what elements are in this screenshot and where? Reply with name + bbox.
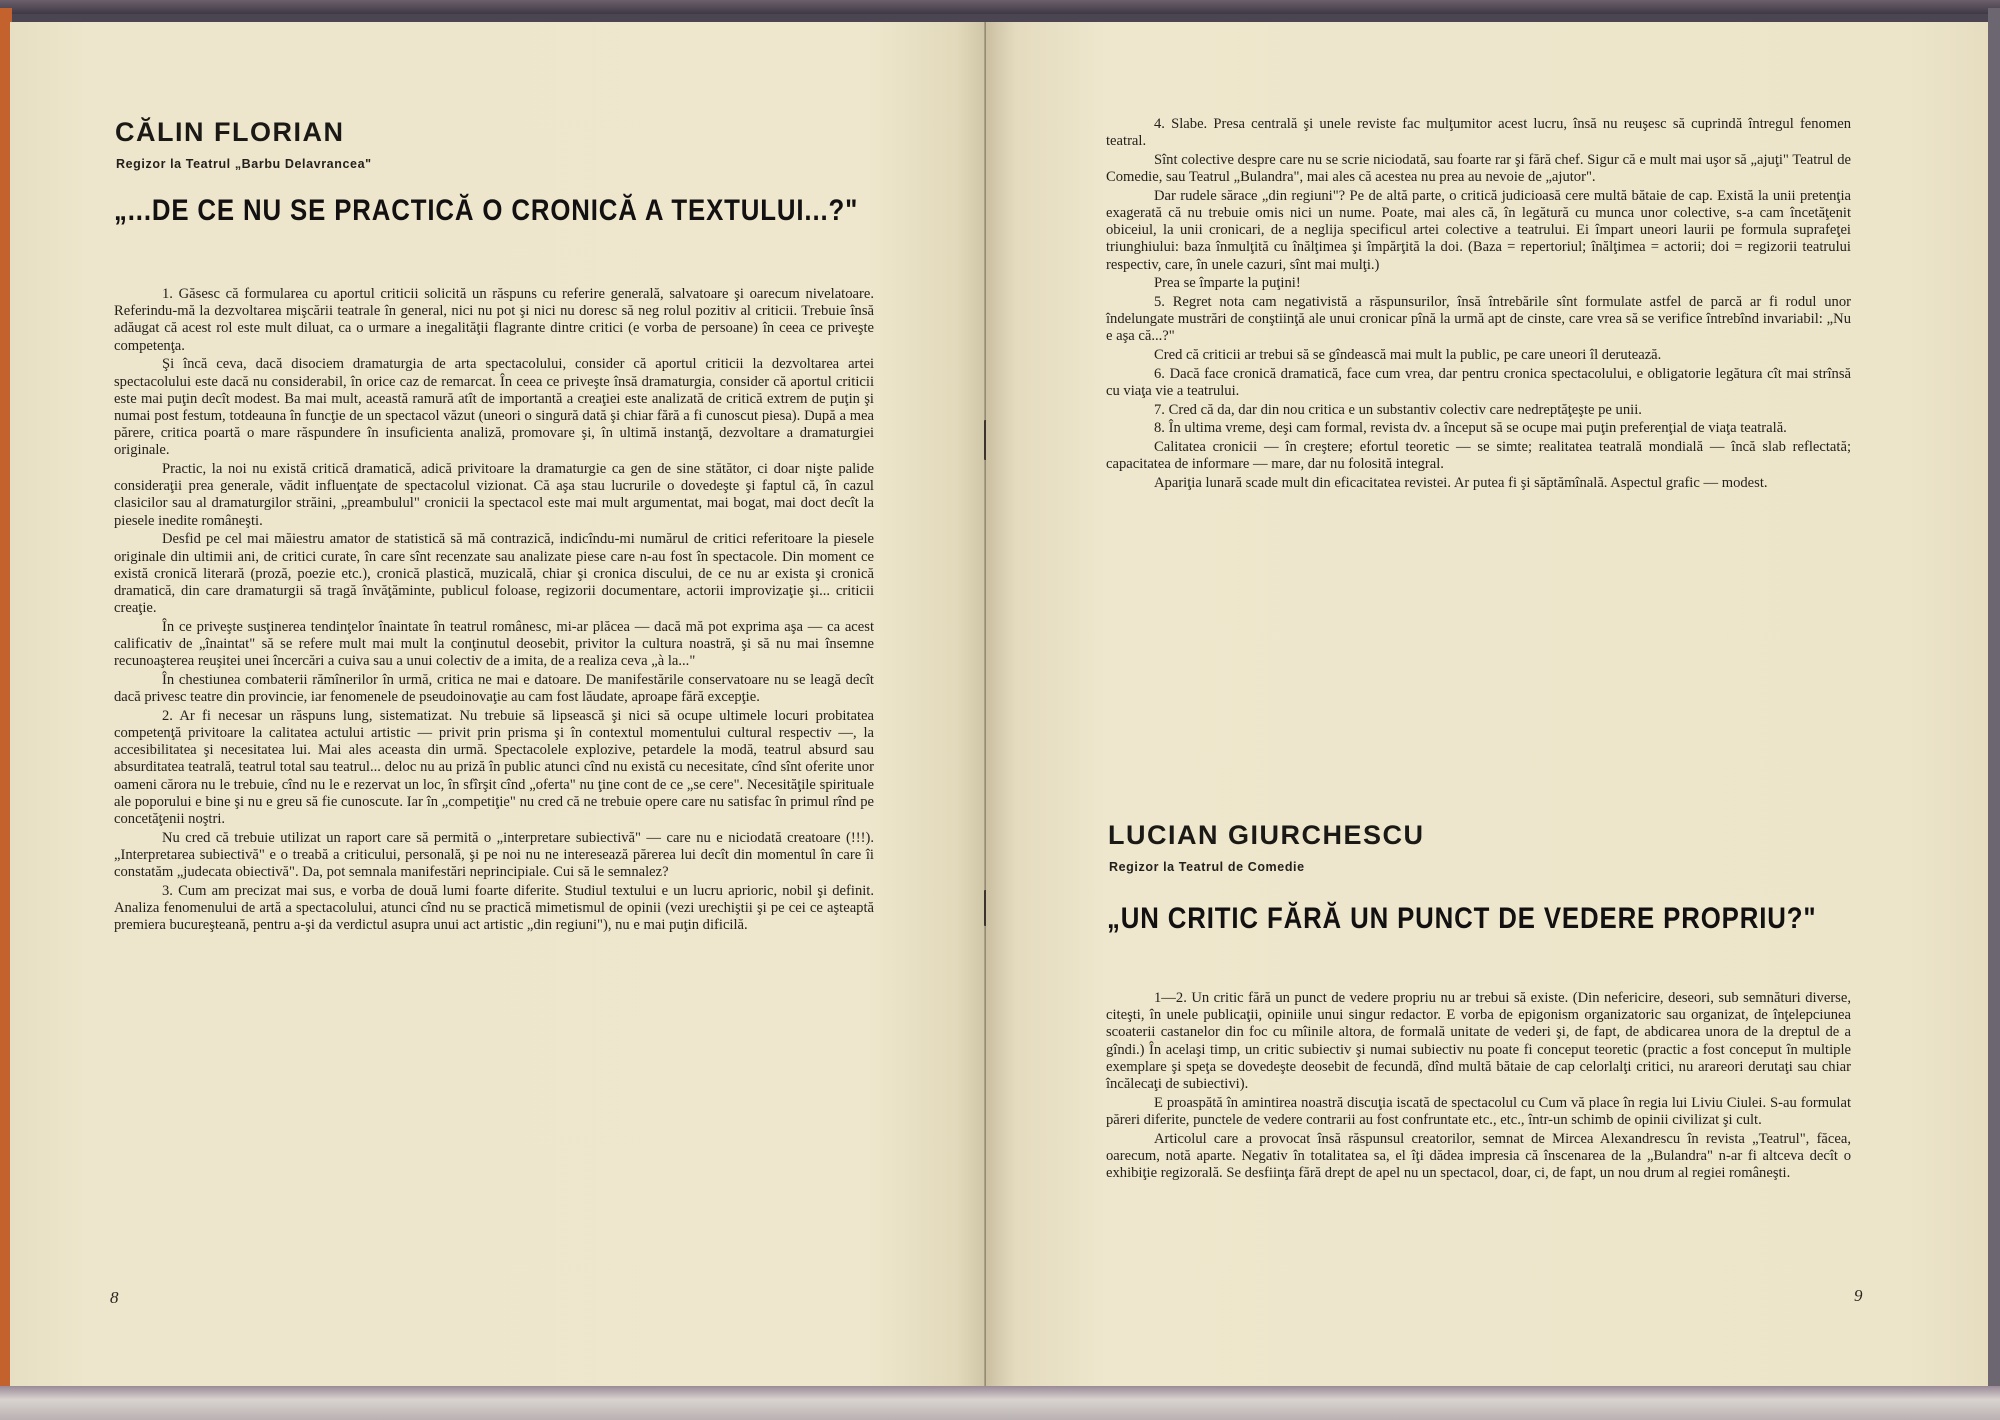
paragraph: 8. În ultima vreme, deşi cam formal, revista dv. a început să se ocupe mai puţin preferenţial de viaţa teatrală. — [1154, 420, 1787, 437]
paragraph: Calitatea cronicii — în creştere; efortul teoretic — se simte; realitatea teatrală mondială — încă slab reflectată; capacitatea de informare — mare, dar nu folosită integral. — [1106, 439, 1851, 473]
paragraph: 1. Găsesc că formularea cu aportul criticii solicită un răspuns cu referire generală, salvatoare şi oarecum nivelatoare. Referindu-mă la dezvoltarea mişcării teatrale în general, nici nu pot şi nici nu doresc să neg rolul pozitiv al criticii. Trebuie însă adăugat că acest rol este mult diluat, ca o urmare a inegalităţii flagrante dintre critici (e vorba de persoane) în ceea ce priveşte competenţa. — [114, 286, 874, 354]
paragraph: Sînt colective despre care nu se scrie niciodată, sau foarte rar şi fără chef. Sigur că e mult mai uşor să „ajuţi" Teatrul de Comedie, sau Teatrul „Bulandra", mai ales că acestea nu prea au nevoie de „ajutor". — [1106, 151, 1851, 186]
paragraph: Practic, la noi nu există critică dramatică, adică privitoare la dramaturgie ca gen de sine stătător, ci doar nişte palide consideraţii prea generale, vădit influenţate de spectacolul vizionat. Că aşa stau lucrurile o dovedeşte şi faptul că, în cazul clasicilor sau al dramaturgilor străini, „preambulul" cronicii la spectacol este mai mult argumentat, mai bogat, mai doct decît la piesele inedite româneşti. — [114, 461, 874, 529]
paragraph: 4. Slabe. Presa centrală şi unele reviste fac mulţumitor acest lucru, însă nu reuşesc să cuprindă întregul fenomen teatral. — [1106, 116, 1851, 150]
article-body — [114, 286, 874, 936]
paragraph: Şi încă ceva, dacă disociem dramaturgia de arta spectacolului, consider că aportul criticii la dezvoltarea artei spectacolului este dacă nu considerabil, în orice caz de remarcat. În ceea ce priveşte însă dramaturgia, consider că aportul criticii este mai puţin decît modest. Ba mai mult, această ramură atît de importantă a creaţiei este analizată de critică extrem de puţin şi numai post festum, totdeauna în funcţie de un spectacol văzut (uneori o singură dată şi chiar fără a fi cunoscut piesa). După a mea părere, critica poartă o mare răspundere în insuficienta analiză, promovare şi, în ultimă instanţă, dezvoltare a dramaturgiei originale. — [114, 356, 874, 459]
paragraph: 3. Cum am precizat mai sus, e vorba de două lumi foarte diferite. Studiul textului e un lucru aprioric, nobil şi definit. Analiza fenomenului de artă a spectacolului, atunci cînd nu se practică mimetismul de opinii (vezi urechiştii şi pe cei ce aşteaptă premiera bucureşteană, pentru a-şi da verdictul asupra unui act artistic „din regiuni"), nu e mai puţin dificilă. — [114, 882, 874, 934]
paragraph: Desfid pe cel mai măiestru amator de statistică să mă contrazică, indicîndu-mi numărul de critici referitoare la piesele originale din ultimii ani, de critici curate, în care sînt recenzate sau analizate piese care n-au fost în spectacole. Din moment ce există cronică literară (proză, poezie etc.), cronică plastică, muzicală, chiar şi cronica discului, de ce nu ar exista şi cronică dramatică, din care dramaturgii să tragă învăţăminte, publicul foloase, regizorii documentare, actorii improvizaţie şi... criticii creaţie. — [114, 531, 874, 617]
second-article-body — [1106, 990, 1851, 1184]
paragraph: 7. Cred că da, dar din nou critica e un substantiv colectiv care nedreptăţeşte pe unii. — [1154, 401, 1642, 418]
second-article-headline: „UN CRITIC FĂRĂ UN PUNCT DE VEDERE PROPRIU?" — [1107, 902, 1817, 935]
paragraph: Apariţia lunară scade mult din eficacitatea revistei. Ar putea fi şi săptămînală. Aspectul grafic — modest. — [1154, 475, 1768, 492]
right-page — [986, 22, 1988, 1388]
paragraph: În ce priveşte susţinerea tendinţelor înaintate în teatrul românesc, mi-ar plăcea — dacă mă pot exprima aşa — ca acest calificativ de „înaintat" să se refere mult mai mult la conţinutul deosebit, privitor la cultura noastră, şi să nu mai însemne recunoaşterea reuşitei unei încercări a cuiva sau a unui colectiv de a imita, de a realiza ceva „à la..." — [114, 618, 874, 670]
paragraph: Dar rudele sărace „din regiuni"? Pe de altă parte, o critică judicioasă cere multă bătaie de cap. Există la unii pretenţia exagerată că nu trebuie omis nici un nume. Poate, mai ales că, în legătură cu munca unor colective, s-a cam încetăţenit obiceiul, la unii cronicari, de a neglija specificul artei colective a teatrului. Ei împart uneori laurii pe formula suprafeţei triunghiului: baza înmulţită cu înălţimea şi împărţită la doi. (Baza = repertoriul; înălţimea = actorii; doi = regizorii teatrului respectiv, care, în unele cazuri, sînt mai mulţi.) — [1106, 187, 1851, 273]
paragraph: Articolul care a provocat însă răspunsul creatorilor, semnat de Mircea Alexandrescu în revista „Teatrul", făcea, oarecum, notă aparte. Negativ în totalitatea sa, el îţi dădea impresia că înscenarea de la „Bulandra" n-ar fi altceva decît o exhibiţie regizorală. Se desfiinţa fără drept de apel nu un spectacol, doar, ci, de fapt, un nou drum al regiei româneşti. — [1106, 1130, 1851, 1182]
paragraph: 6. Dacă face cronică dramatică, face cum vrea, dar pentru cronica spectacolului, e obligatorie legătura cît mai strînsă cu viaţa vie a teatrului. — [1106, 365, 1851, 400]
paragraph: Cred că criticii ar trebui să se gîndească mai mult la public, pe care uneori îl derutează. — [1154, 347, 1662, 364]
page-number: 9 — [1854, 1286, 1863, 1305]
paragraph: 5. Regret nota cam negativistă a răspunsurilor, însă întrebările sînt formulate astfel de parcă ar fi rodul unor îndelungate mustrări de conştiinţă ale unui cronicar pînă la urmă apt de cinste, care vrea să se verifice întrebînd invariabil: „Nu e aşa că...?" — [1106, 294, 1851, 345]
author-name: CĂLIN FLORIAN — [115, 117, 345, 147]
article-headline: „...DE CE NU SE PRACTICĂ O CRONICĂ A TEXTULUI...?" — [114, 194, 859, 227]
paragraph: E proaspătă în amintirea noastră discuţia iscată de spectacolul cu Cum vă place în regia lui Liviu Ciulei. S-au formulat păreri diferite, punctele de vedere contrarii au fost confruntate etc., etc., într-un schimb de opinii civilizat şi cult. — [1106, 1094, 1851, 1128]
paragraph: 2. Ar fi necesar un răspuns lung, sistematizat. Nu trebuie să lipsească şi nici să ocupe ultimele locuri probitatea competenţă privitoare la calitatea actului artistic — privit prin prisma şi în contextul momentului cultural respectiv —, la accesibilitatea şi necesitatea lui. Mai ales aceasta din urmă. Spectacolele explozive, petardele la modă, teatrul absurd sau absurditatea teatrală, teatrul total sau teatrul... deloc nu au priză în public atunci cînd nu există cu necesitate, cînd sînt oferite unor oameni cărora nu le trebuie, cînd nu le e rezervat un loc, în sfîrşit cînd „oferta" nu ţine cont de ce „se cere". Necesităţile spirituale ale poporului e bine şi nu e greu să fie cunoscute. Iar în „competiţie" nu cred că ne trebuie opere care nu satisfac în primul rînd pe concetăţenii noştri. — [114, 707, 874, 828]
second-author-role: Regizor la Teatrul de Comedie — [1109, 860, 1305, 874]
left-page — [10, 22, 986, 1388]
page-number: 8 — [110, 1288, 119, 1307]
second-author-name: LUCIAN GIURCHESCU — [1108, 820, 1425, 850]
author-role: Regizor la Teatrul „Barbu Delavrancea" — [116, 157, 372, 171]
paragraph: 1—2. Un critic fără un punct de vedere propriu nu ar trebui să existe. (Din nefericire, deseori, sub semnături diverse, citeşti, în unele publicaţii, opiniile unui singur redactor. E vorba de epigonism organizatoric sau organizat, de înţelepciunea scoaterii castanelor din foc cu mîinile altora, de formală unitate de vederi şi, de fapt, de abdicarea unora de la dreptul de a gîndi.) În acelaşi timp, un critic subiectiv şi numai subiectiv nu poate fi conceput teoretic (practic a fost conceput în multiple exemplare şi speţa se dovedeşte deosebit de fecundă, dînd multă bătaie de cap celorlalţi critici, nu arareori derutaţi sau chiar încălecaţi de subiectivi). — [1106, 990, 1851, 1093]
book-bottom-edge — [0, 1386, 2000, 1420]
paragraph: În chestiunea combaterii rămînerilor în urmă, critica ne mai e datoare. De manifestările conservatoare nu se leagă decît dacă privesc teatre din provincie, iar fenomenele de pseudoinovaţie au cam fost lăudate, aproape fără excepţie. — [114, 671, 874, 706]
book-top-edge — [0, 0, 2000, 14]
book-cover-right-edge — [1988, 8, 2000, 1393]
paragraph: Prea se împarte la puţini! — [1154, 275, 1301, 292]
paragraph: Nu cred că trebuie utilizat un raport care să permită o „interpretare subiectivă" — care nu e niciodată creatoare (!!!). „Interpretarea subiectivă" e o treabă a criticului, personală, şi pe noi nu ne interesează părerea lui decît din momentul în care îi constatăm „judecata obiectivă". Da, pot semnala manifestări neprincipiale. Cui să le semnalez? — [114, 829, 874, 881]
article-continuation — [1106, 116, 1851, 494]
